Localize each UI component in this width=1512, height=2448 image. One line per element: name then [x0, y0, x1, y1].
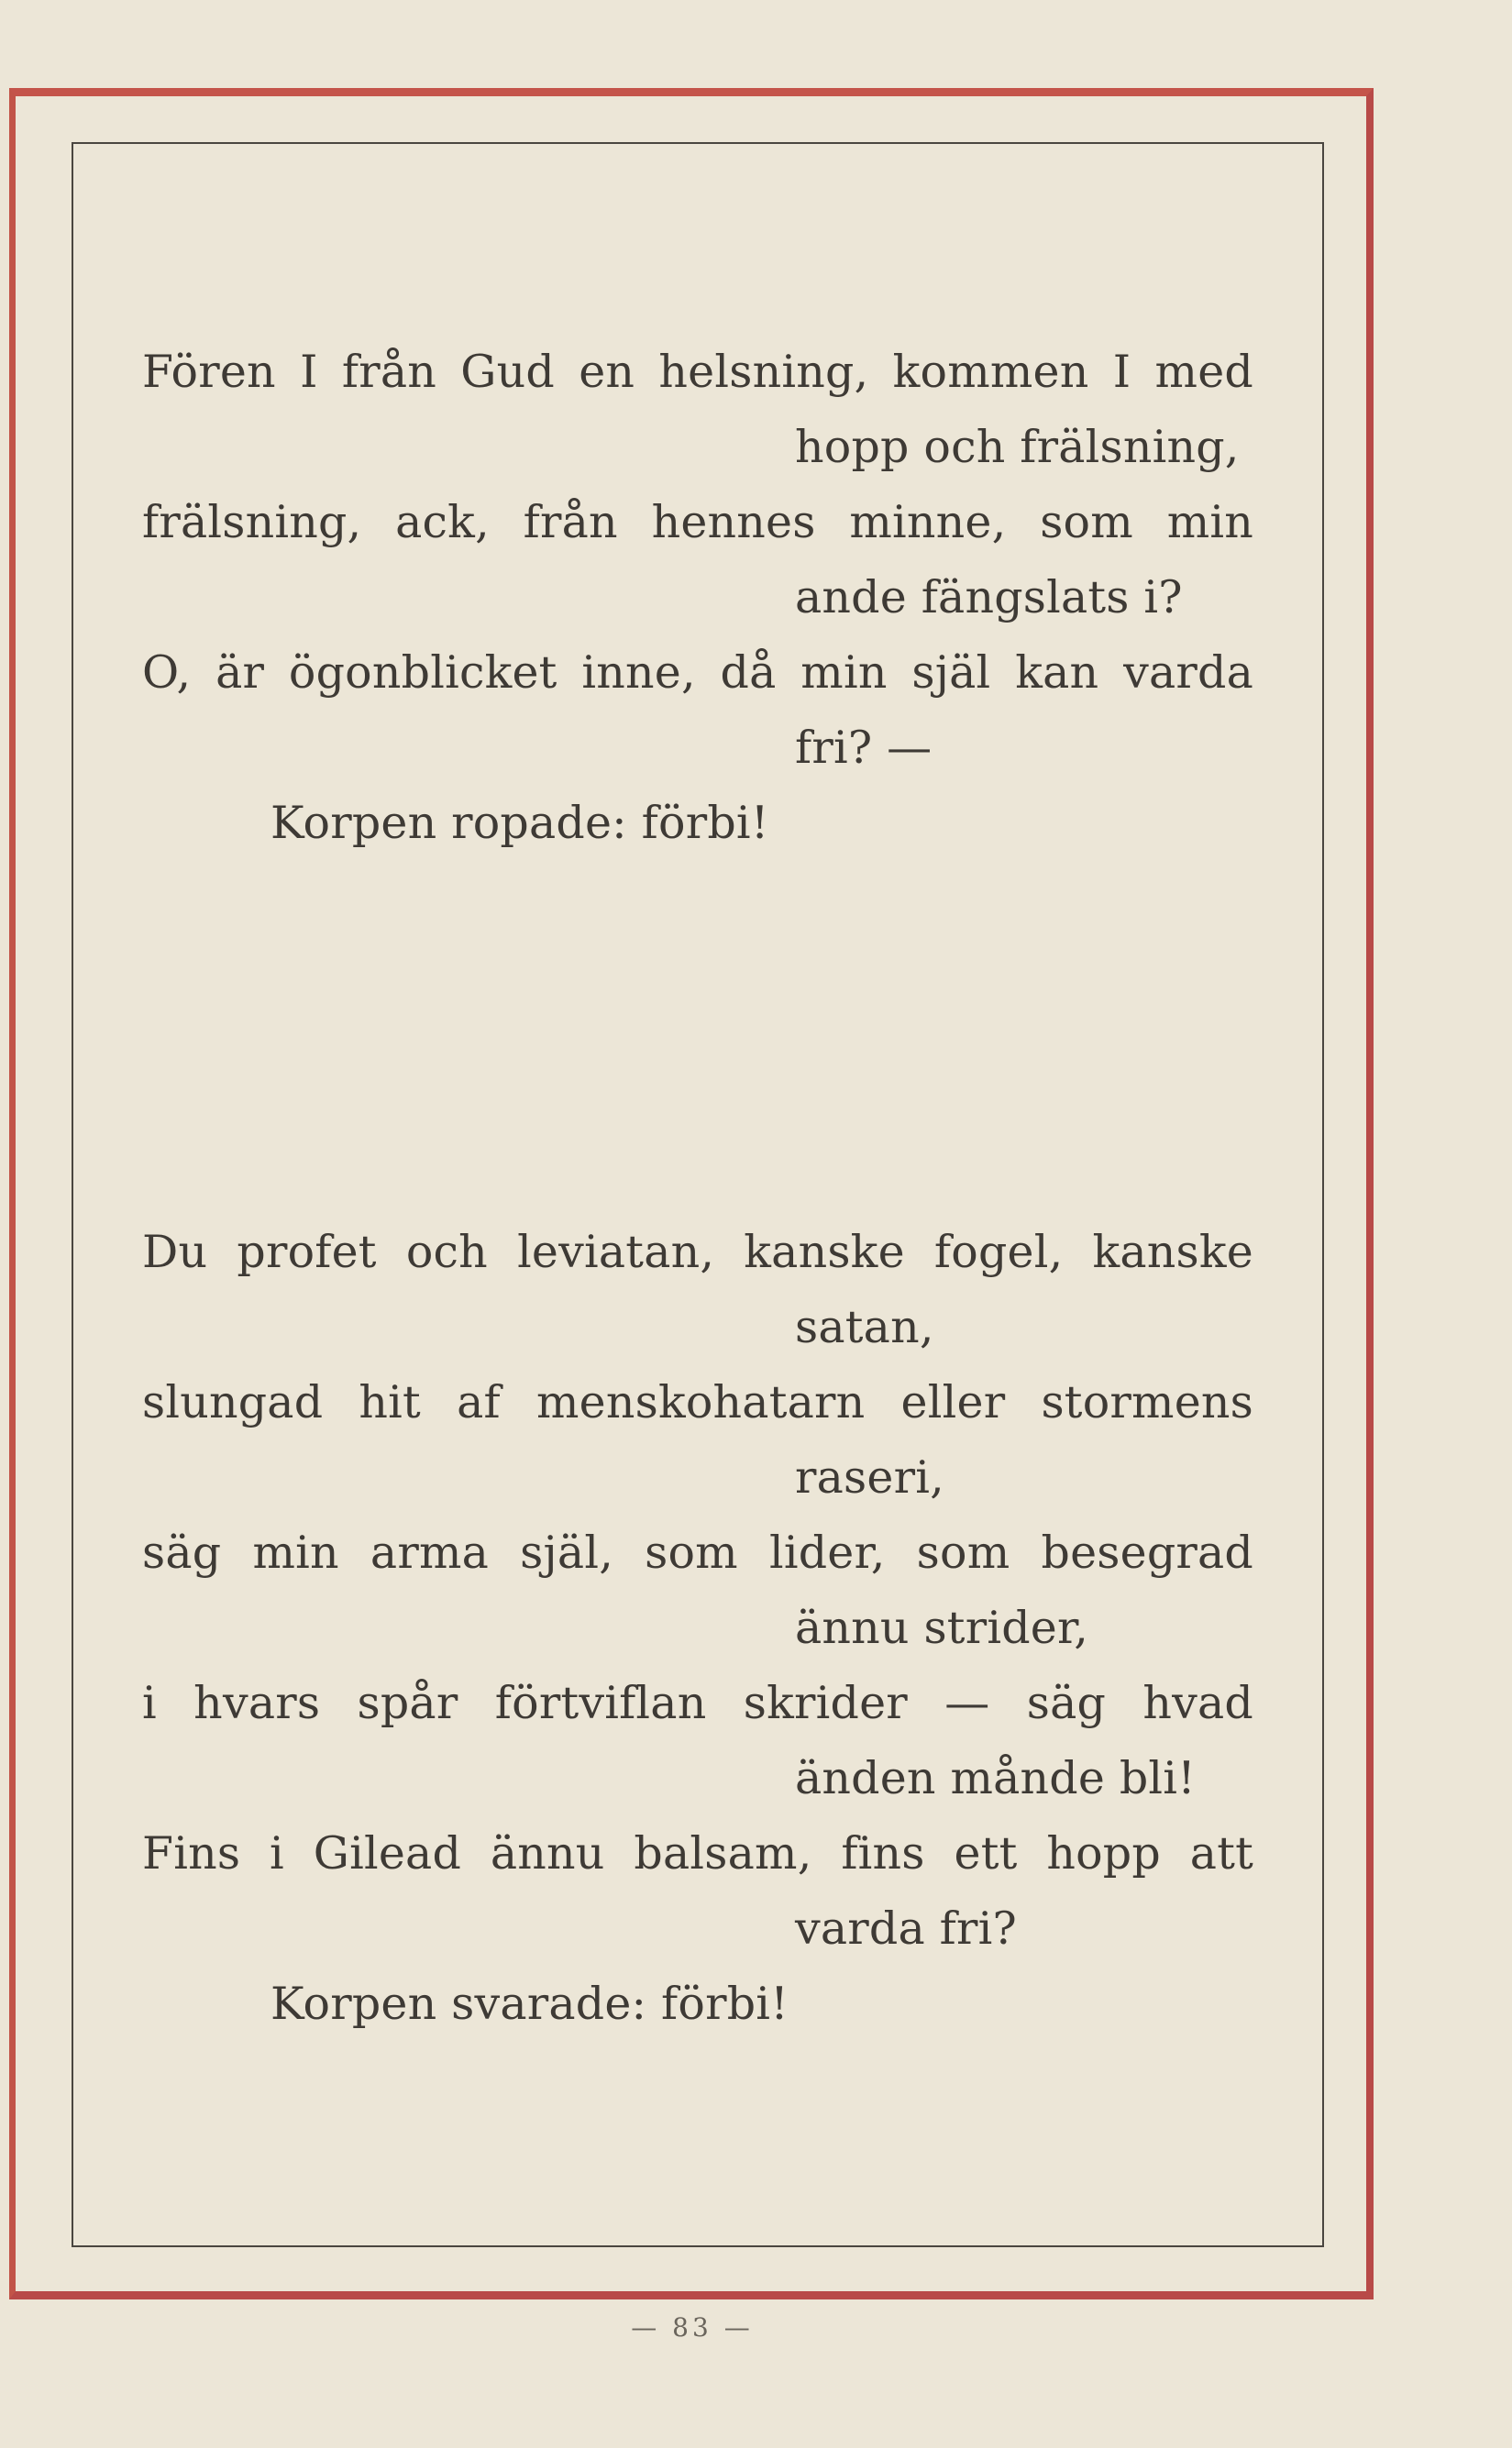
poem-line: hopp och frälsning, [795, 421, 1240, 473]
poem-line: Fören I från Gud en helsning, kommen I med [142, 346, 1253, 398]
poem-line: O, är ögonblicket inne, då min själ kan varda [142, 646, 1253, 699]
refrain-line: Korpen ropade: förbi! [270, 797, 769, 849]
poem-line: Fins i Gilead ännu balsam, fins ett hopp att [142, 1827, 1253, 1880]
poem-line: satan, [795, 1301, 934, 1353]
poem-line: i hvars spår förtviflan skrider — säg hvad [142, 1677, 1253, 1729]
poem-line: fri? — [795, 722, 933, 774]
poem-line: frälsning, ack, från hennes minne, som min [142, 496, 1253, 548]
poem-line: änden månde bli! [795, 1752, 1197, 1804]
poem-line: säg min arma själ, som lider, som besegrad [142, 1527, 1253, 1579]
poem-line: slungad hit af menskohatarn eller stormens [142, 1376, 1253, 1428]
poem-line: raseri, [795, 1451, 944, 1504]
poem-line: Du profet och leviatan, kanske fogel, kanske [142, 1226, 1253, 1278]
refrain-line: Korpen svarade: förbi! [270, 1978, 789, 2030]
stanza-2 [142, 1215, 1253, 2042]
page-number: — 83 — [631, 2312, 754, 2343]
poem-line: varda fri? [795, 1902, 1017, 1955]
poem-line: ännu strider, [795, 1602, 1088, 1654]
poem-line: ande fängslats i? [795, 571, 1183, 623]
stanza-1 [142, 335, 1253, 861]
